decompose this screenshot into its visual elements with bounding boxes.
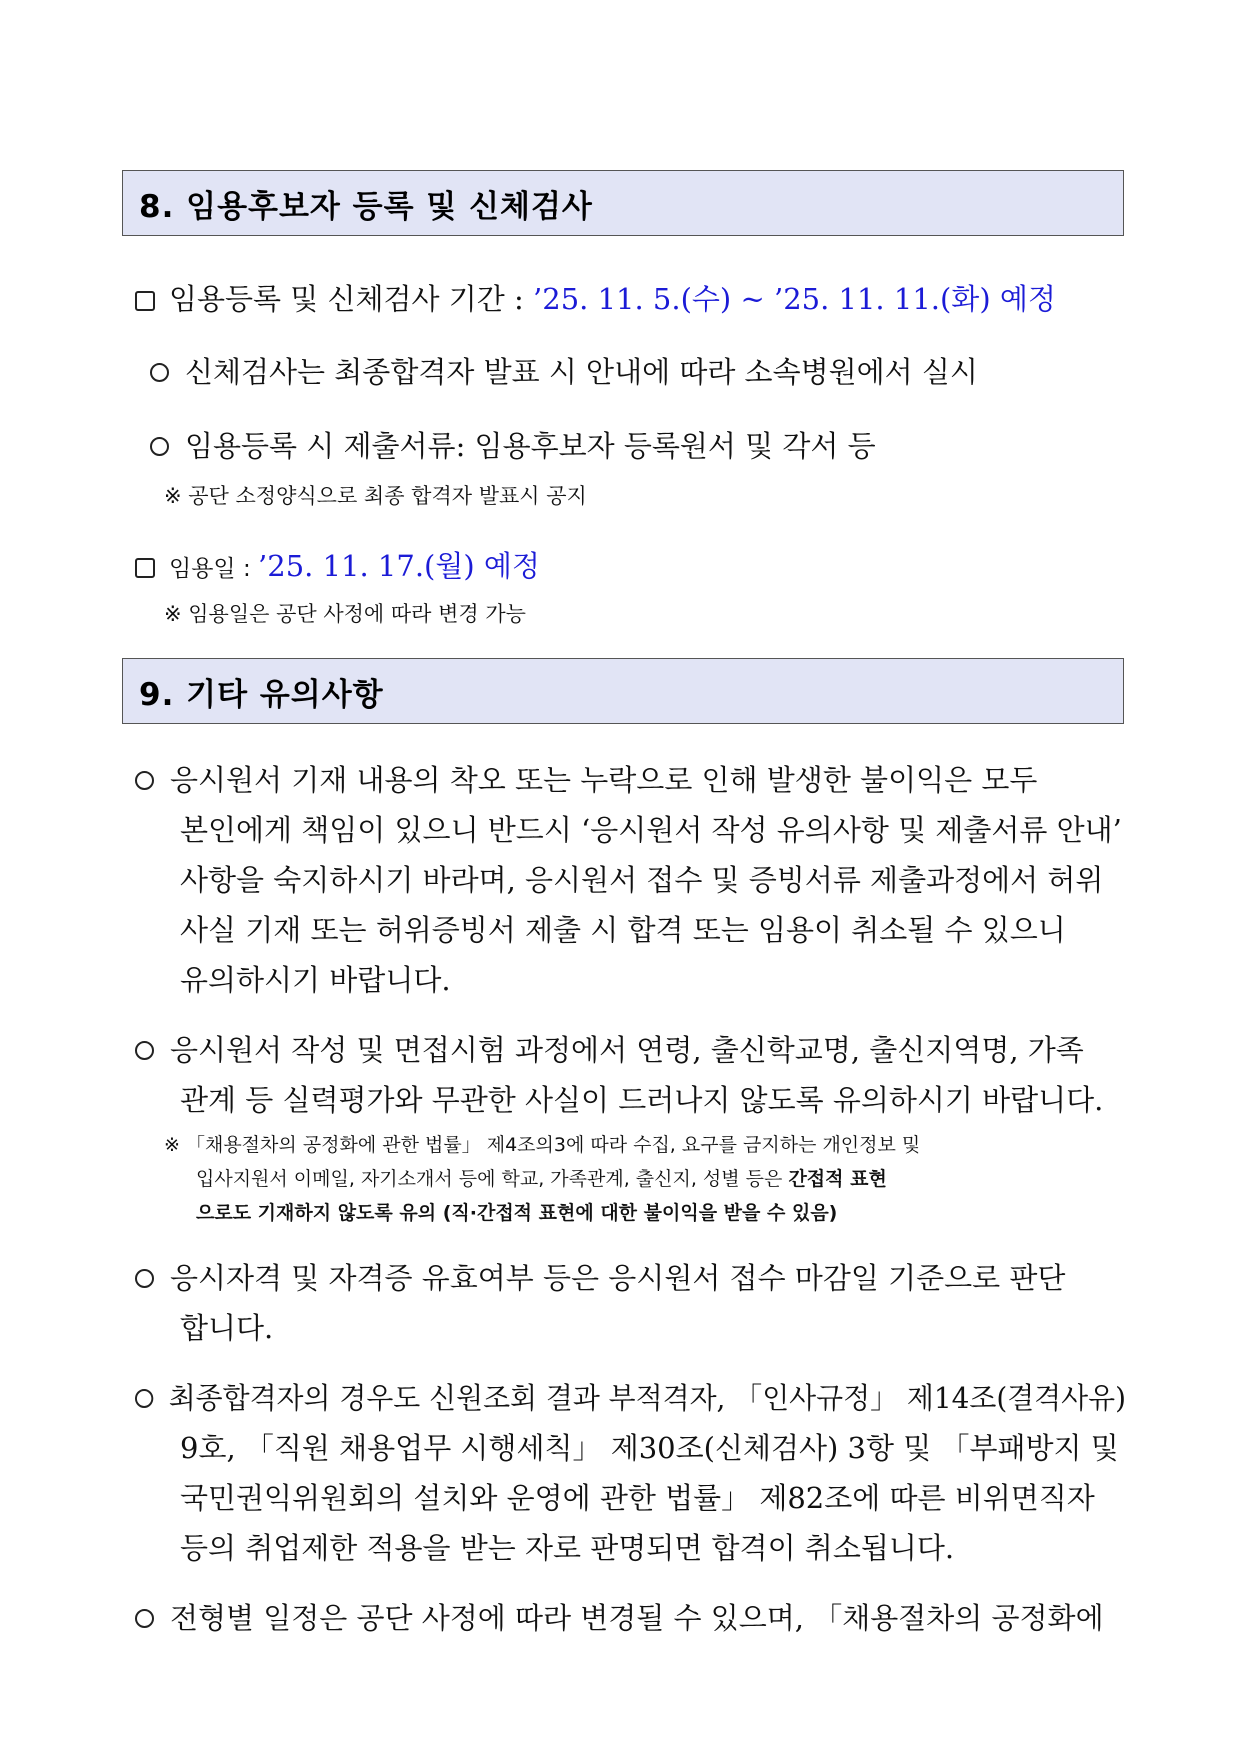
checkbox-square-icon [135,291,155,311]
notice-item-4-line-1: 최종합격자의 경우도 신원조회 결과 부적격자, 「인사규정」 제14조(결격사유) [168,1381,1126,1415]
bullet-circle-icon [135,1269,154,1288]
notice-item-2 [135,1033,1084,1067]
privacy-note-line-2-bold: 간접적 표현 [788,1168,887,1190]
privacy-note-line-2 [196,1170,887,1189]
appointment-note: ※ 임용일은 공단 사정에 따라 변경 가능 [164,602,526,626]
bullet-circle-icon [135,1389,153,1408]
notice-item-5 [135,1601,1104,1635]
period-label: 임용등록 및 신체검사 기간 : [169,282,534,316]
period-value: ’25. 11. 5.(수) ~ ’25. 11. 11.(화) 예정 [533,282,1056,316]
notice-item-4 [135,1381,1126,1415]
notice-item-4-line-4: 등의 취업제한 적용을 받는 자로 판명되면 합격이 취소됩니다. [180,1531,955,1565]
bullet-circle-icon [135,1609,154,1628]
notice-item-4-line-3: 국민권익위원회의 설치와 운영에 관한 법률」 제82조에 따른 비위면직자 [180,1481,1095,1515]
privacy-note-line-1: ※ 「채용절차의 공정화에 관한 법률」 제4조의3에 따라 수집, 요구를 금지하는 개인정보 및 [164,1134,921,1156]
period-row [135,282,1056,316]
notice-item-3-line-2: 합니다. [180,1311,274,1345]
appointment-row [135,549,540,583]
bullet-circle-icon [150,363,169,382]
notice-item-1 [135,763,1038,797]
notice-item-3 [135,1261,1066,1295]
appointment-value: ’25. 11. 17.(월) 예정 [258,549,540,583]
physical-exam-text: 신체검사는 최종합격자 발표 시 안내에 따라 소속병원에서 실시 [185,355,978,389]
section-8-header [122,170,1124,236]
appointment-label: 임용일 : [169,556,259,582]
notice-item-2-line-1: 응시원서 작성 및 면접시험 과정에서 연령, 출신학교명, 출신지역명, 가족 [170,1033,1084,1067]
notice-item-4-line-2: 9호, 「직원 채용업무 시행세칙」 제30조(신체검사) 3항 및 「부패방지 및 [180,1431,1119,1465]
notice-item-1-line-3: 사항을 숙지하시기 바라며, 응시원서 접수 및 증빙서류 제출과정에서 허위 [180,863,1104,897]
documents-note: ※ 공단 소정양식으로 최종 합격자 발표시 공지 [164,484,587,508]
privacy-note-line-3: 으로도 기재하지 않도록 유의 (직·간접적 표현에 대한 불이익을 받을 수 있음) [196,1202,838,1224]
physical-exam-bullet [150,355,978,389]
notice-item-1-line-5: 유의하시기 바랍니다. [180,963,451,997]
section-9-header [122,658,1124,724]
documents-text: 임용등록 시 제출서류: 임용후보자 등록원서 및 각서 등 [185,429,876,463]
notice-item-5-line-1: 전형별 일정은 공단 사정에 따라 변경될 수 있으며, 「채용절차의 공정화에 [170,1601,1104,1635]
checkbox-square-icon [135,558,155,578]
section-8-title: 8. 임용후보자 등록 및 신체검사 [139,188,593,225]
documents-bullet [150,429,876,463]
notice-item-2-line-2: 관계 등 실력평가와 무관한 사실이 드러나지 않도록 유의하시기 바랍니다. [180,1083,1104,1117]
bullet-circle-icon [135,1041,154,1060]
section-9-title: 9. 기타 유의사항 [139,676,384,713]
notice-item-1-line-2: 본인에게 책임이 있으니 반드시 ‘응시원서 작성 유의사항 및 제출서류 안내’ [180,813,1122,847]
bullet-circle-icon [135,771,154,790]
notice-item-1-line-1: 응시원서 기재 내용의 착오 또는 누락으로 인해 발생한 불이익은 모두 [170,763,1038,797]
notice-item-3-line-1: 응시자격 및 자격증 유효여부 등은 응시원서 접수 마감일 기준으로 판단 [170,1261,1066,1295]
notice-item-1-line-4: 사실 기재 또는 허위증빙서 제출 시 합격 또는 임용이 취소될 수 있으니 [180,913,1066,947]
bullet-circle-icon [150,437,169,456]
privacy-note-line-2-text: 입사지원서 이메일, 자기소개서 등에 학교, 가족관계, 출신지, 성별 등은 [196,1168,789,1190]
